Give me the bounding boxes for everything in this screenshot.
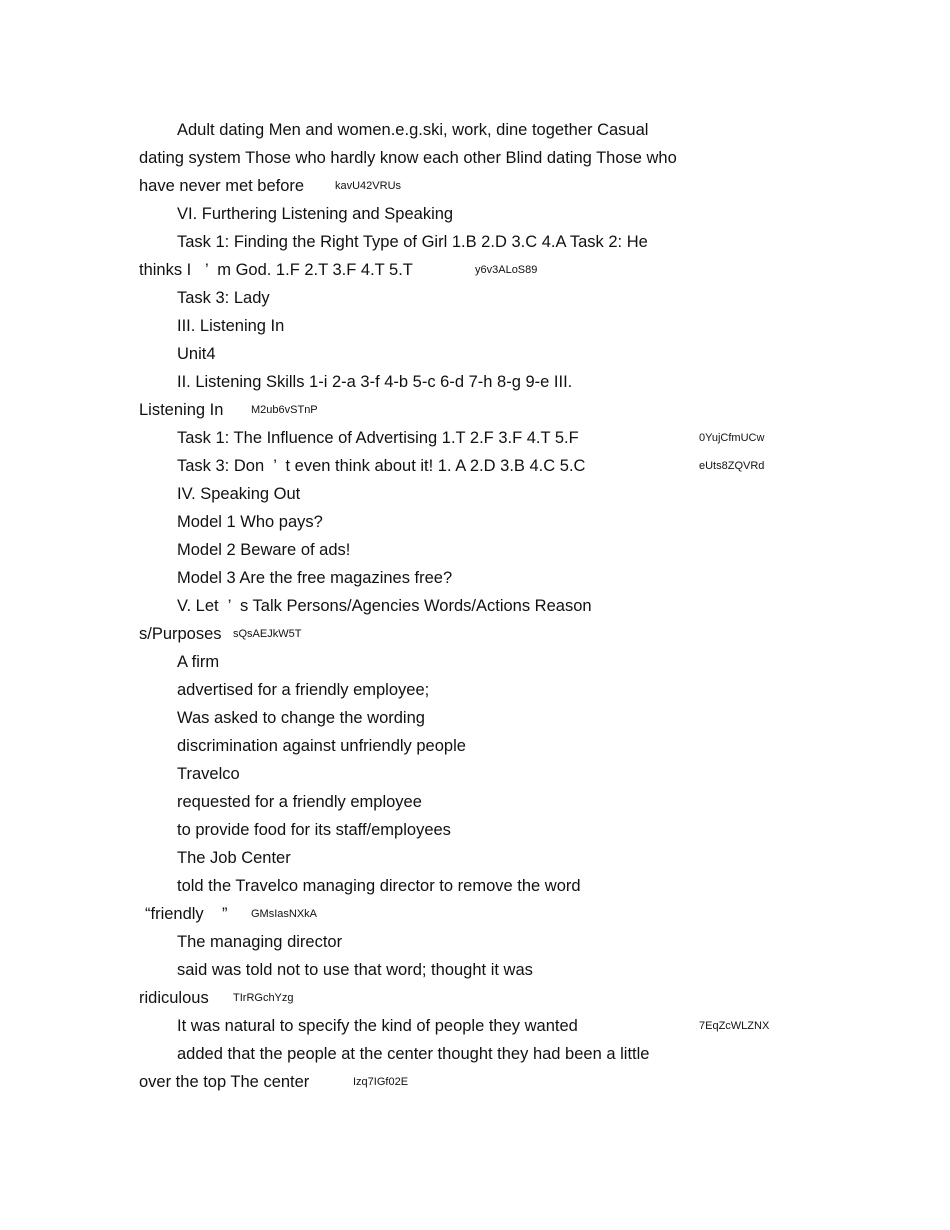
text-line: “friendly ” xyxy=(145,905,228,923)
text-line: dating system Those who hardly know each other Blind dating Those who xyxy=(139,149,677,167)
text-line: II. Listening Skills 1-i 2-a 3-f 4-b 5-c 6-d 7-h 8-g 9-e III. xyxy=(177,373,573,391)
text-line: thinks I ’ m God. 1.F 2.T 3.F 4.T 5.T xyxy=(139,261,413,279)
text-line: Task 3: Lady xyxy=(177,289,270,307)
text-line: Task 1: Finding the Right Type of Girl 1.B 2.D 3.C 4.A Task 2: He xyxy=(177,233,648,251)
text-line: added that the people at the center thought they had been a little xyxy=(177,1045,650,1063)
text-line: requested for a friendly employee xyxy=(177,793,422,811)
doc-code: sQsAEJkW5T xyxy=(233,628,302,640)
unit-heading: Unit4 xyxy=(177,345,216,363)
doc-code: 0YujCfmUCw xyxy=(699,432,765,444)
doc-code: GMsIasNXkA xyxy=(251,908,318,920)
text-line: The managing director xyxy=(177,933,343,951)
text-line: discrimination against unfriendly people xyxy=(177,737,466,755)
text-line: Was asked to change the wording xyxy=(177,709,425,727)
doc-code: M2ub6vSTnP xyxy=(251,404,318,416)
text-line: The Job Center xyxy=(177,849,291,867)
text-line: Task 3: Don ’ t even think about it! 1. A 2.D 3.B 4.C 5.C xyxy=(177,457,586,475)
section-heading: IV. Speaking Out xyxy=(177,485,301,503)
text-line: Task 1: The Influence of Advertising 1.T 2.F 3.F 4.T 5.F xyxy=(177,429,579,447)
text-line: s/Purposes xyxy=(139,625,222,643)
section-heading: VI. Furthering Listening and Speaking xyxy=(177,205,454,223)
text-line: ridiculous xyxy=(139,989,209,1007)
doc-code: 7EqZcWLZNX xyxy=(699,1020,770,1032)
text-line: have never met before xyxy=(139,177,305,195)
text-line: It was natural to specify the kind of people they wanted xyxy=(177,1017,578,1035)
text-line: over the top The center xyxy=(139,1073,310,1091)
doc-code: eUts8ZQVRd xyxy=(699,460,765,472)
text-line: Adult dating Men and women.e.g.ski, work, dine together Casual xyxy=(177,121,649,139)
text-line: Travelco xyxy=(177,765,240,783)
text-line: to provide food for its staff/employees xyxy=(177,821,451,839)
text-line: advertised for a friendly employee; xyxy=(177,681,430,699)
section-heading: V. Let ’ s Talk Persons/Agencies Words/Actions Reason xyxy=(177,597,592,615)
doc-code: y6v3ALoS89 xyxy=(475,264,538,276)
doc-code: kavU42VRUs xyxy=(335,180,402,192)
text-line: Model 2 Beware of ads! xyxy=(177,541,351,559)
doc-code: TIrRGchYzg xyxy=(233,992,294,1004)
text-line: Model 1 Who pays? xyxy=(177,513,323,531)
text-line: said was told not to use that word; thought it was xyxy=(177,961,533,979)
section-heading: III. Listening In xyxy=(177,317,285,335)
doc-code: Izq7IGf02E xyxy=(353,1076,409,1088)
text-line: Listening In xyxy=(139,401,224,419)
text-line: A firm xyxy=(177,653,220,671)
text-line: Model 3 Are the free magazines free? xyxy=(177,569,453,587)
text-line: told the Travelco managing director to remove the word xyxy=(177,877,581,895)
